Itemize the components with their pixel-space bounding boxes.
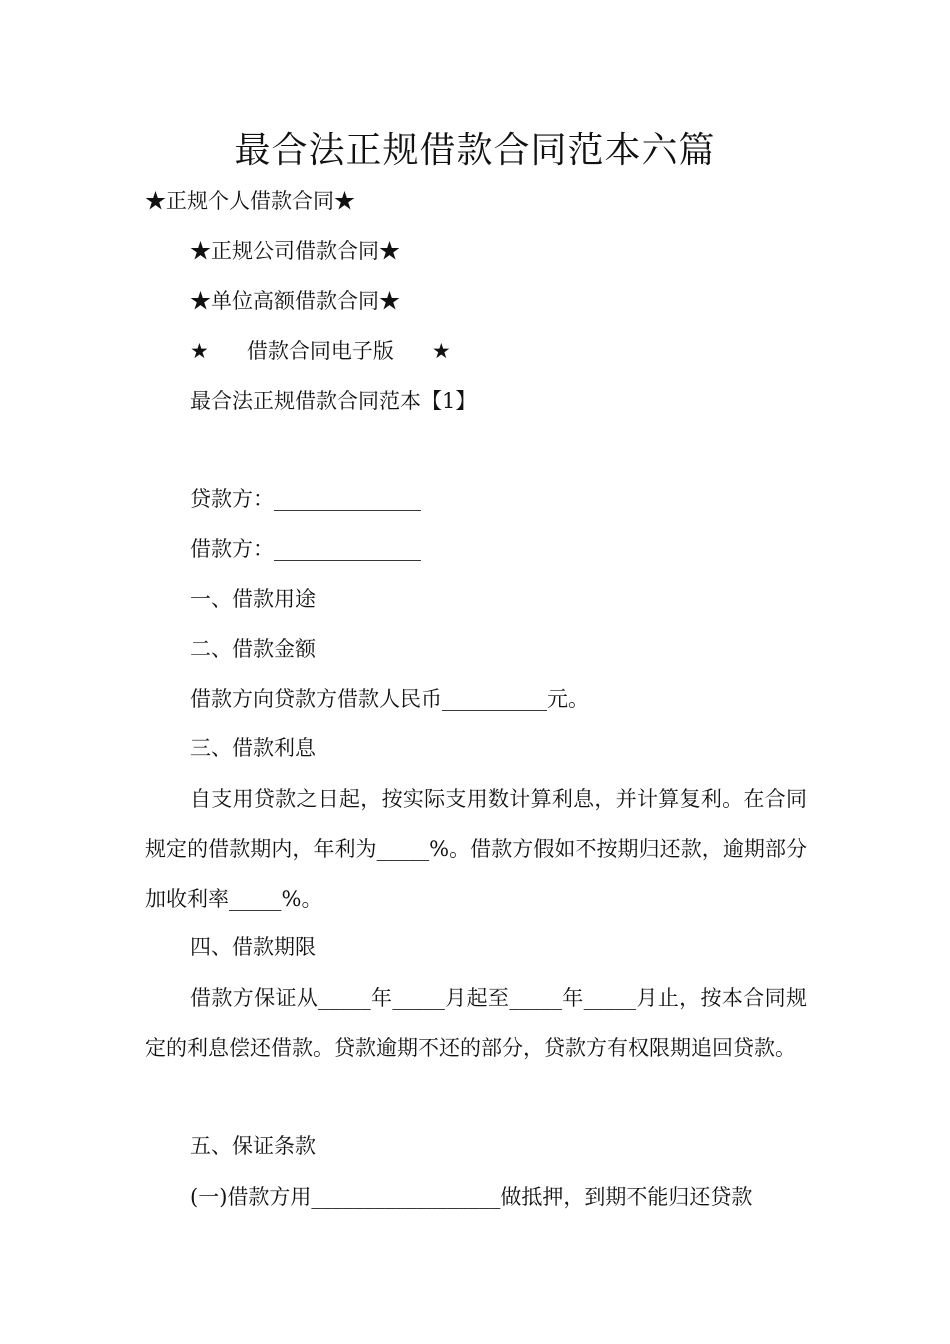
- toc-item-company: ★正规公司借款合同★: [190, 239, 400, 263]
- toc-item-personal: ★正规个人借款合同★: [145, 189, 355, 213]
- contract-subtitle: 最合法正规借款合同范本【1】: [190, 389, 477, 413]
- borrower-line: 借款方：______________: [190, 537, 421, 561]
- section-guarantee-heading: 五、保证条款: [190, 1134, 316, 1158]
- section-amount-text: 借款方向贷款方借款人民币__________元。: [190, 687, 589, 711]
- section-amount-heading: 二、借款金额: [190, 637, 316, 661]
- section-term-text: 借款方保证从_____年_____月起至_____年_____月止，按本合同规定的利息偿还借款。贷款逾期不还的部分，贷款方有权限期追回贷款。: [145, 986, 807, 1060]
- section-interest-heading: 三、借款利息: [190, 736, 316, 760]
- star-right: ★: [431, 339, 451, 363]
- section-interest-text: 自支用贷款之日起，按实际支用数计算利息，并计算复利。在合同规定的借款期内，年利为_____%。借款方假如不按期归还款，逾期部分加收利率_____%。: [145, 787, 807, 911]
- lender-line: 贷款方：______________: [190, 487, 421, 511]
- section-guarantee-text: (一)借款方用__________________做抵押，到期不能归还贷款: [190, 1185, 753, 1209]
- toc-item-unit: ★单位高额借款合同★: [190, 289, 400, 313]
- section-purpose-heading: 一、借款用途: [190, 587, 316, 611]
- toc-electronic-label: 借款合同电子版: [246, 339, 394, 363]
- star-left: ★: [190, 339, 209, 363]
- section-term-heading: 四、借款期限: [190, 935, 316, 959]
- document-title: 最合法正规借款合同范本六篇: [234, 130, 716, 171]
- toc-item-electronic: [190, 336, 451, 366]
